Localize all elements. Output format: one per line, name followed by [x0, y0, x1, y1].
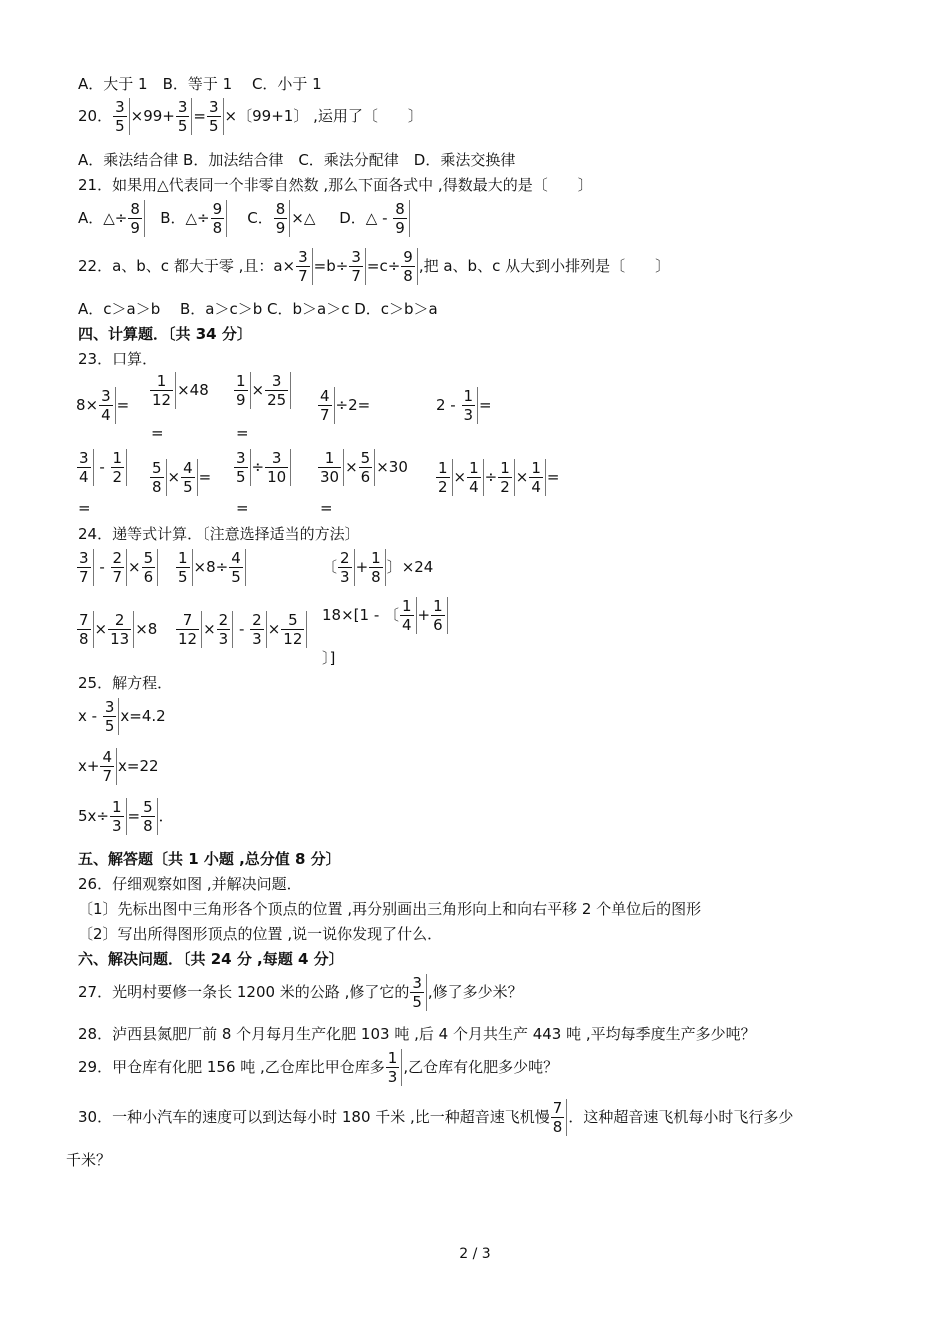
q24-b: $\frac{1}{5}$ ×8÷ $\frac{4}{5}$ — [175, 549, 247, 586]
fraction: $\frac{3}{5}$ — [113, 98, 130, 135]
fraction: $\frac{1}{3}$ — [110, 798, 127, 835]
q23-r2-e4-eq: = — [320, 499, 333, 517]
fraction: $\frac{4}{5}$ — [229, 549, 246, 586]
q22-options: A．c＞a＞b B．a＞c＞b C．b＞a＞c D．c＞b＞a — [78, 300, 438, 318]
q24-f-close: 〕] — [322, 649, 336, 667]
q27: 27．光明村要修一条长 1200 米的公路 ,修了它的 $\frac{3}{5}$ ,修了多少米？ — [78, 974, 523, 1011]
fraction: $\frac{3}{10}$ — [265, 449, 291, 486]
q23-r1-e3-eq: = — [236, 424, 249, 442]
q26-stem: 26．仔细观察如图 ,并解决问题． — [78, 875, 302, 893]
fraction: $\frac{8}{9}$ — [274, 200, 291, 237]
fraction: $\frac{1}{4}$ — [467, 459, 484, 496]
fraction: $\frac{3}{7}$ — [349, 248, 366, 285]
q23-r2-e1-eq: = — [78, 499, 91, 517]
q23-r1-e2-eq: = — [151, 424, 164, 442]
q23-r1-e5: 2 - $\frac{1}{3}$ = — [436, 387, 492, 424]
fraction: $\frac{1}{4}$ — [400, 597, 417, 634]
fraction: $\frac{3}{5}$ — [207, 98, 224, 135]
q23-r2-e3-eq: = — [236, 499, 249, 517]
fraction: $\frac{2}{3}$ — [250, 611, 267, 648]
q23-r1-e2: $\frac{1}{12}$ ×48 — [152, 372, 209, 409]
section-6-title: 六、解决问题．〔共 24 分 ,每题 4 分〕 — [78, 950, 344, 968]
fraction: $\frac{3}{4}$ — [77, 449, 94, 486]
fraction: $\frac{3}{5}$ — [410, 974, 427, 1011]
q30-line2: 千米？ — [66, 1151, 112, 1169]
fraction: $\frac{1}{2}$ — [111, 449, 128, 486]
q26-part2: 〔2〕写出所得图形顶点的位置 ,说一说你发现了什么． — [78, 925, 443, 943]
fraction: $\frac{2}{3}$ — [338, 549, 355, 586]
fraction: $\frac{1}{30}$ — [318, 449, 344, 486]
q24-a: $\frac{3}{7}$ - $\frac{2}{7}$ × $\frac{5}{6}$ — [76, 549, 159, 586]
fraction: $\frac{1}{3}$ — [386, 1049, 403, 1086]
fraction: $\frac{1}{2}$ — [498, 459, 515, 496]
q21-stem: 21．如果用△代表同一个非零自然数 ,那么下面各式中 ,得数最大的是〔 〕 — [78, 176, 593, 194]
fraction: $\frac{1}{4}$ — [529, 459, 546, 496]
q23-r1-e4: $\frac{4}{7}$ ÷2= — [320, 387, 371, 424]
q20-options: A．乘法结合律 B．加法结合律 C．乘法分配律 D．乘法交换律 — [78, 151, 516, 169]
fraction: $\frac{5}{8}$ — [150, 459, 167, 496]
fraction: $\frac{1}{2}$ — [436, 459, 453, 496]
fraction: $\frac{5}{6}$ — [142, 549, 159, 586]
fraction: $\frac{3}{5}$ — [176, 98, 193, 135]
fraction: $\frac{5}{6}$ — [359, 449, 376, 486]
q28: 28．泸西县氮肥厂前 8 个月每月生产化肥 103 吨 ,后 4 个月共生产 443 吨 ,平均每季度生产多少吨？ — [78, 1025, 756, 1043]
q29: 29．甲仓库有化肥 156 吨 ,乙仓库比甲仓库多 $\frac{1}{3}$ ,乙仓库有化肥多少吨？ — [78, 1049, 559, 1086]
q26-part1: 〔1〕先标出图中三角形各个顶点的位置 ,再分别画出三角形向上和向右平移 2 个单位后的图形 — [78, 900, 702, 918]
q20-line: 20． $\frac{3}{5}$ ×99+ $\frac{3}{5}$ = $\frac{3}{5}$ ×〔99+1〕 ,运用了〔 〕 — [78, 98, 423, 135]
fraction: $\frac{1}{5}$ — [176, 549, 193, 586]
fraction: $\frac{3}{4}$ — [99, 387, 116, 424]
fraction: $\frac{3}{5}$ — [103, 698, 120, 735]
fraction: $\frac{3}{25}$ — [265, 372, 291, 409]
fraction: $\frac{3}{7}$ — [296, 248, 313, 285]
section-5-title: 五、解答题〔共 1 小题 ,总分值 8 分〕 — [78, 850, 341, 868]
fraction: $\frac{2}{13}$ — [108, 611, 134, 648]
fraction: $\frac{8}{9}$ — [128, 200, 145, 237]
q25-eq2: x+ $\frac{4}{7}$ x=22 — [78, 748, 159, 785]
q23-r2-e4: $\frac{1}{30}$ × $\frac{5}{6}$ ×30 — [320, 449, 408, 486]
q23-r1-e1: 8× $\frac{3}{4}$ = — [76, 387, 130, 424]
q30: 30．一种小汽车的速度可以到达每小时 180 千米 ,比一种超音速飞机慢 $\frac{7}{8}$ ．这种超音速飞机每小时飞行多少 — [78, 1099, 794, 1136]
q25-eq3: 5x÷ $\frac{1}{3}$ = $\frac{5}{8}$ ． — [78, 798, 174, 835]
q23-r2-e2: $\frac{5}{8}$ × $\frac{4}{5}$ = — [152, 459, 212, 496]
q19-options: A．大于 1 B．等于 1 C．小于 1 — [78, 75, 322, 93]
fraction: $\frac{7}{8}$ — [551, 1099, 568, 1136]
fraction: $\frac{2}{3}$ — [217, 611, 234, 648]
q24-e: $\frac{7}{12}$ × $\frac{2}{3}$ - $\frac{2}{3}$ × $\frac{5}{12}$ — [175, 611, 308, 648]
q23-r2-e1: $\frac{3}{4}$ - $\frac{1}{2}$ — [76, 449, 128, 486]
fraction: $\frac{3}{7}$ — [77, 549, 94, 586]
q21-options: A．△÷ $\frac{8}{9}$ B．△÷ $\frac{9}{8}$ C． $\frac{8}{9}$ ×△ D．△ - $\frac{8}{9}$ — [78, 200, 411, 237]
fraction: $\frac{1}{12}$ — [150, 372, 176, 409]
fraction: $\frac{3}{5}$ — [234, 449, 251, 486]
q25-eq1: x - $\frac{3}{5}$ x=4.2 — [78, 698, 166, 735]
fraction: $\frac{1}{6}$ — [431, 597, 448, 634]
fraction: $\frac{5}{12}$ — [281, 611, 307, 648]
q24-d: $\frac{7}{8}$ × $\frac{2}{13}$ ×8 — [79, 611, 158, 648]
fraction: $\frac{8}{9}$ — [393, 200, 410, 237]
fraction: $\frac{2}{7}$ — [111, 549, 128, 586]
fraction: $\frac{1}{8}$ — [369, 549, 386, 586]
q24-c: 〔 $\frac{2}{3}$ + $\frac{1}{8}$ 〕×24 — [322, 549, 434, 586]
fraction: $\frac{1}{9}$ — [234, 372, 251, 409]
page-number: 2 / 3 — [459, 1246, 491, 1262]
fraction: $\frac{5}{8}$ — [141, 798, 158, 835]
q23-r1-e3: $\frac{1}{9}$ × $\frac{3}{25}$ — [233, 372, 292, 409]
fraction: $\frac{7}{8}$ — [77, 611, 94, 648]
q22-line: 22．a、b、c 都大于零 ,且：a× $\frac{3}{7}$ =b÷ $\frac{3}{7}$ =c÷ $\frac{9}{8}$ ,把 a、b、c 从大到小排列是〔 〕 — [78, 248, 671, 285]
q24-title: 24．递等式计算．〔注意选择适当的方法〕 — [78, 525, 360, 543]
fraction: $\frac{9}{8}$ — [211, 200, 228, 237]
q20-prefix: 20． — [78, 107, 113, 125]
fraction: $\frac{1}{3}$ — [462, 387, 479, 424]
fraction: $\frac{4}{7}$ — [318, 387, 335, 424]
fraction: $\frac{9}{8}$ — [401, 248, 418, 285]
q24-f: 18×[1 - 〔 $\frac{1}{4}$ + $\frac{1}{6}$ — [322, 597, 449, 634]
q23-r2-e3: $\frac{3}{5}$ ÷ $\frac{3}{10}$ — [233, 449, 292, 486]
q23-r2-e5: $\frac{1}{2}$ × $\frac{1}{4}$ ÷ $\frac{1}{2}$ × $\frac{1}{4}$ = — [438, 459, 560, 496]
q25-title: 25．解方程． — [78, 674, 173, 692]
section-4-title: 四、计算题．〔共 34 分〕 — [78, 325, 252, 343]
fraction: $\frac{7}{12}$ — [176, 611, 202, 648]
fraction: $\frac{4}{5}$ — [181, 459, 198, 496]
q23-title: 23．口算． — [78, 350, 158, 368]
fraction: $\frac{4}{7}$ — [100, 748, 117, 785]
